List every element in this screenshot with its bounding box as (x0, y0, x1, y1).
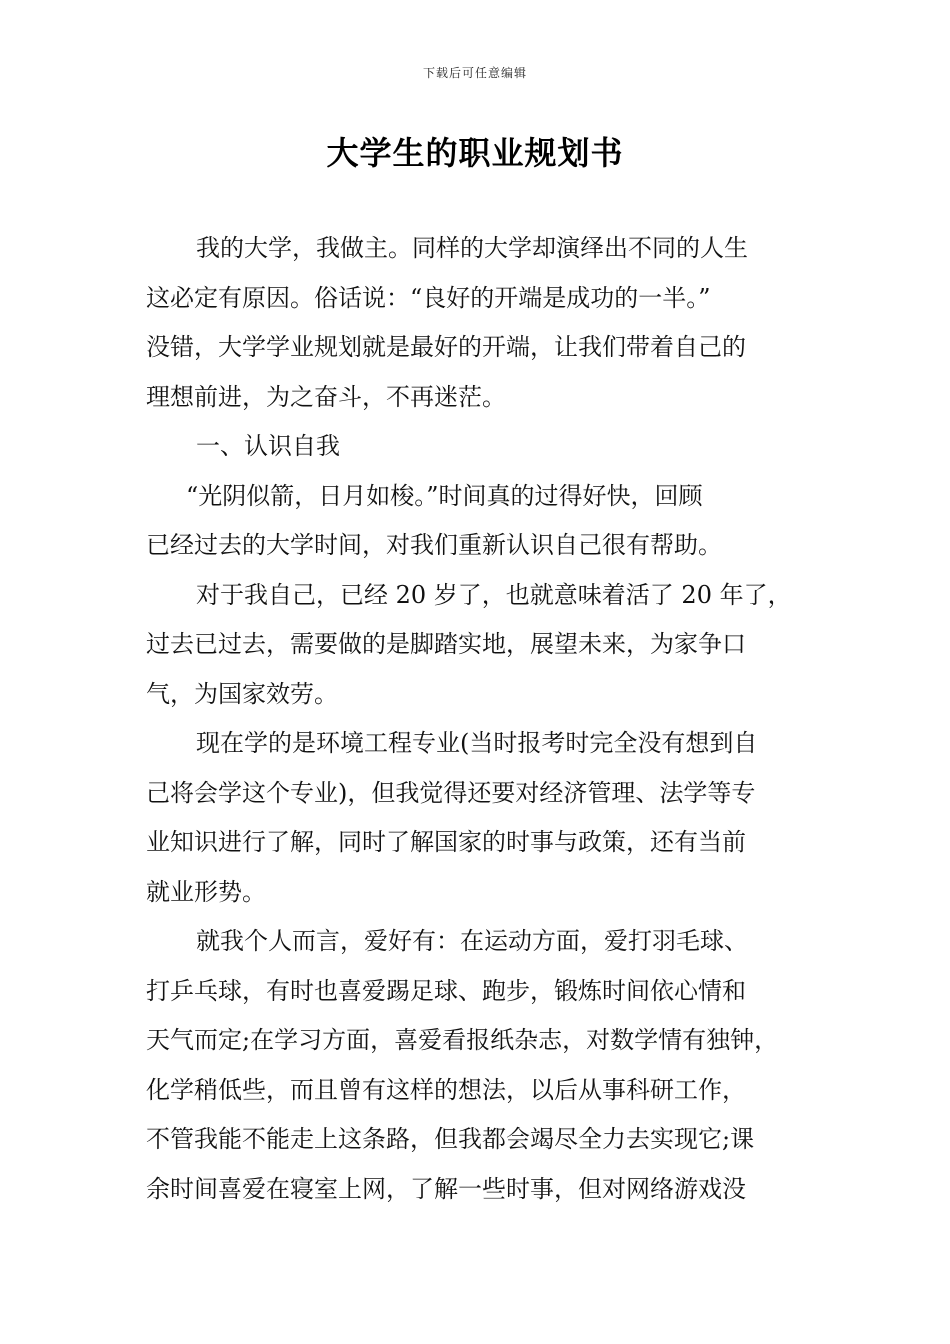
body-line: 没错，大学学业规划就是最好的开端，让我们带着自己的 (146, 333, 746, 361)
body-line: 不管我能不能走上这条路，但我都会竭尽全力去实现它;课 (146, 1125, 755, 1153)
body-line: 余时间喜爱在寝室上网，了解一些时事，但对网络游戏没 (146, 1174, 746, 1203)
body-line: 过去已过去，需要做的是脚踏实地，展望未来，为家争口 (146, 630, 746, 658)
header-note: 下载后可任意编辑 (422, 66, 527, 80)
body-line: 气，为国家效劳。 (146, 679, 338, 708)
body-line: 理想前进，为之奋斗，不再迷茫。 (146, 382, 506, 411)
body-line: 天气而定;在学习方面，喜爱看报纸杂志，对数学情有独钟， (146, 1026, 779, 1054)
body-line: 已经过去的大学时间，对我们重新认识自己很有帮助。 (146, 531, 722, 559)
body-line: 一、认识自我 (196, 432, 340, 460)
body-line: 己将会学这个专业)，但我觉得还要对经济管理、法学等专 (146, 778, 756, 807)
body-line: 现在学的是环境工程专业(当时报考时完全没有想到自 (196, 729, 758, 757)
body-line: 我的大学，我做主。同样的大学却演绎出不同的人生 (196, 234, 748, 262)
body-line: 化学稍低些，而且曾有这样的想法，以后从事科研工作， (146, 1075, 746, 1104)
body-line: 业知识进行了解，同时了解国家的时事与政策，还有当前 (146, 828, 746, 856)
document-title: 大学生的职业规划书 (326, 134, 624, 172)
body-line: 这必定有原因。俗话说：“良好的开端是成功的一半。” (146, 283, 711, 312)
body-line: 就我个人而言，爱好有：在运动方面，爱打羽毛球、 (196, 927, 748, 955)
body-line: “光阴似箭，日月如梭。”时间真的过得好快，回顾 (186, 481, 703, 510)
body-line: 打乒乓球，有时也喜爱踢足球、跑步，锻炼时间依心情和 (146, 976, 746, 1005)
body-line: 就业形势。 (146, 877, 266, 906)
document-body (146, 224, 826, 1214)
body-line: 对于我自己，已经 20 岁了，也就意味着活了 20 年了， (196, 580, 792, 609)
